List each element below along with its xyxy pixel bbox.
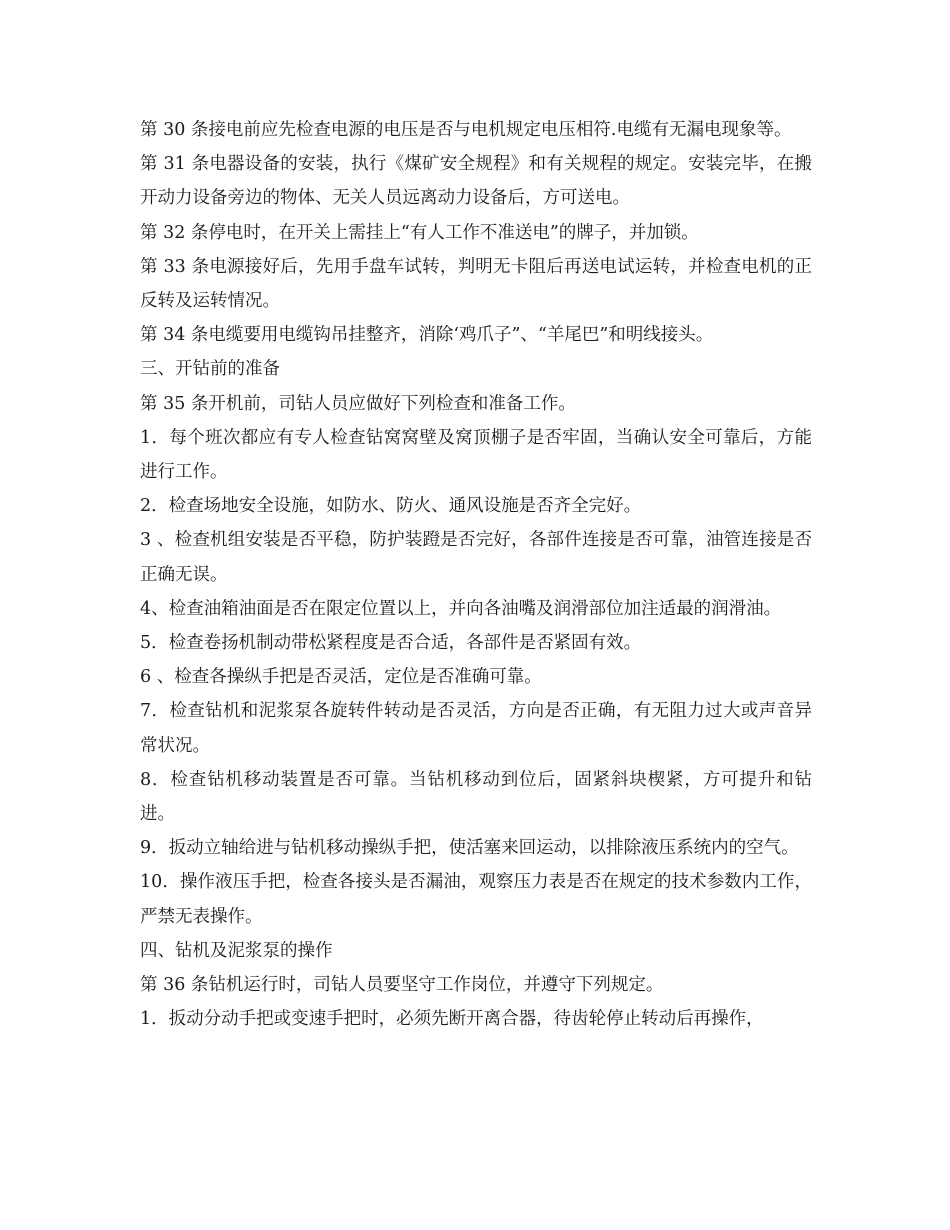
list-item-10: 10．操作液压手把，检查各接头是否漏油，观察压力表是否在规定的技术参数内工作，严禁无表操作。 — [140, 872, 812, 927]
paragraph-article-35: 第 35 条开机前，司钻人员应做好下列检查和准备工作。 — [140, 393, 576, 414]
section-heading-4: 四、钻机及泥浆泵的操作 — [140, 940, 333, 961]
paragraph-article-34: 第 34 条电缆要用电缆钩吊挂整齐，消除‘鸡爪子”、“羊尾巴”和明线接头。 — [140, 325, 714, 346]
paragraph-article-30: 第 30 条接电前应先检查电源的电压是否与电机规定电压相符.电缆有无漏电现象等。 — [140, 120, 792, 140]
list-item-4: 4、检查油箱油面是否在限定位置以上，并向各油嘴及润滑部位加注适最的润滑油。 — [140, 598, 782, 619]
list-item-1: 1．每个班次都应有专人检查钻窝窝壁及窝顶棚子是否牢固，当确认安全可靠后，方能进行工作。 — [140, 427, 812, 483]
paragraph-article-33: 第 33 条电源接好后，先用手盘车试转，判明无卡阻后再送电试运转，并检查电机的正反转及运转情况。 — [140, 256, 812, 312]
list-item-8: 8．检查钻机移动装置是否可靠。当钻机移动到位后，固紧斜块楔紧，方可提升和钻进。 — [140, 769, 812, 825]
paragraph-article-36: 第 36 条钻机运行时，司钻人员要坚守工作岗位，并遵守下列规定。 — [140, 975, 664, 996]
document-body — [140, 113, 812, 1036]
list-item-1-operation: 1．扳动分动手把或变速手把时，必须先断开离合器，待齿轮停止转动后再操作， — [140, 1009, 764, 1030]
list-item-7: 7．检查钻机和泥浆泵各旋转件转动是否灵活，方向是否正确，有无阻力过大或声音异常状况。 — [140, 701, 812, 756]
list-item-9: 9．扳动立轴给进与钻机移动操纵手把，使活塞来回运动，以排除液压系统内的空气。 — [140, 838, 799, 859]
paragraph-article-32: 第 32 条停电时，在开关上需挂上“有人工作不准送电”的牌子，并加锁。 — [140, 222, 699, 243]
section-heading-3: 三、开钻前的准备 — [140, 359, 280, 380]
paragraph-article-31: 第 31 条电器设备的安装，执行《煤矿安全规程》和有关规程的规定。安装完毕，在搬开动力设备旁边的物体、无关人员远离动力设备后，方可送电。 — [140, 154, 812, 209]
list-item-5: 5．检查卷扬机制动带松紧程度是否合适，各部件是否紧固有效。 — [140, 633, 642, 654]
list-item-3: 3 、检查机组安装是否平稳，防护装蹬是否完好，各部件连接是否可靠，油管连接是否正确无误。 — [140, 530, 812, 585]
list-item-6: 6 、检查各操纵手把是否灵活，定位是否准确可靠。 — [140, 667, 542, 688]
list-item-2: 2．检查场地安全设施，如防水、防火、通风设施是否齐全完好。 — [140, 496, 642, 517]
